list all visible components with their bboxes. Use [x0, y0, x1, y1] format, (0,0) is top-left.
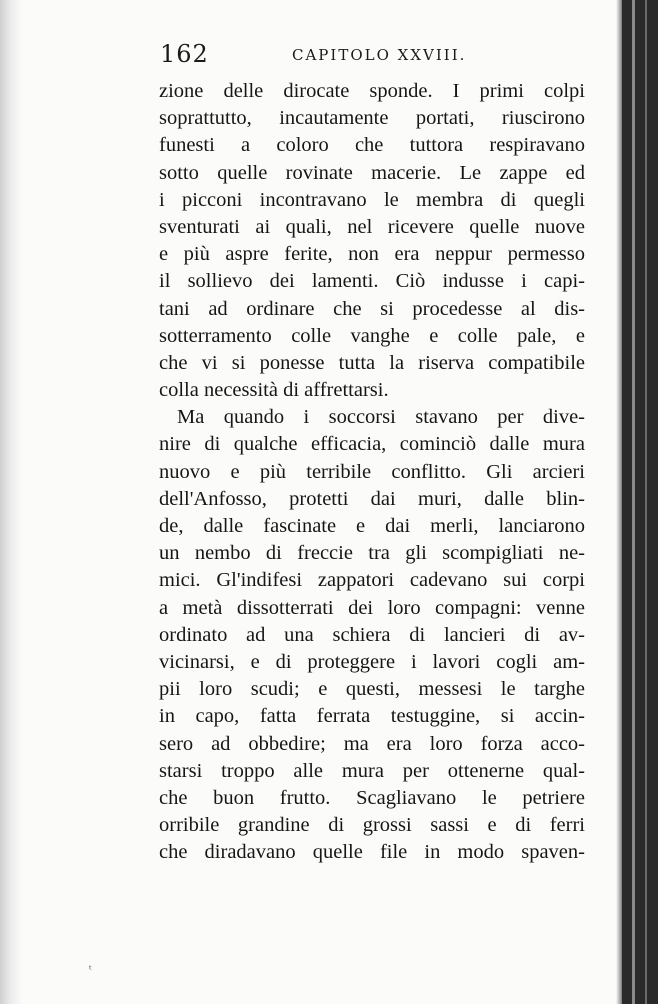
- text-line: tani ad ordinare che si procedesse al dis-: [159, 297, 585, 320]
- text-line: zione delle dirocate sponde. I primi colpi: [159, 80, 585, 102]
- text-line: sventurati ai quali, nel ricevere quelle nuove: [159, 215, 585, 238]
- text-line: orribile grandine di grossi sassi e di ferri: [159, 814, 585, 837]
- print-speck: ᵗ: [89, 965, 92, 976]
- text-line: soprattutto, incautamente portati, riuscirono: [159, 107, 585, 130]
- text-line: un nembo di freccie tra gli scompigliati ne-: [159, 542, 585, 565]
- body-text: [159, 78, 585, 866]
- text-line: che buon frutto. Scagliavano le petriere: [159, 786, 585, 809]
- spine-stripe: [645, 0, 647, 1004]
- page-number: 162: [160, 40, 209, 68]
- text-line: il sollievo dei lamenti. Ciò indusse i capi-: [159, 270, 585, 293]
- text-line: nire di qualche efficacia, cominciò dalle mura: [159, 433, 585, 456]
- text-line: Ma quando i soccorsi stavano per dive-: [177, 406, 585, 429]
- text-line: funesti a coloro che tuttora respiravano: [159, 134, 585, 157]
- text-line: mici. Gl'indifesi zappatori cadevano sui corpi: [159, 569, 585, 592]
- text-line: pii loro scudi; e questi, messesi le targhe: [159, 678, 585, 701]
- spine-stripe: [632, 0, 635, 1004]
- text-line: sotto quelle rovinate macerie. Le zappe ed: [159, 161, 585, 184]
- running-head: CAPITOLO XXVIII.: [292, 46, 467, 64]
- text-line: ordinato ad una schiera di lancieri di av-: [159, 623, 585, 646]
- page-left-shadow: [0, 0, 22, 1004]
- text-line: colla necessità di affrettarsi.: [159, 379, 389, 402]
- page-header: [160, 40, 584, 70]
- text-line: in capo, fatta ferrata testuggine, si accin-: [159, 705, 585, 728]
- text-line: sero ad obbedire; ma era loro forza acco-: [159, 732, 585, 755]
- text-line: starsi troppo alle mura per ottenerne qual-: [159, 759, 585, 782]
- text-line: a metà dissotterrati dei loro compagni: venne: [159, 596, 585, 619]
- book-spine: [622, 0, 658, 1004]
- text-line: dell'Anfosso, protetti dai muri, dalle blin-: [159, 487, 585, 510]
- text-line: sotterramento colle vanghe e colle pale, e: [159, 324, 585, 347]
- text-line: che diradavano quelle file in modo spaven-: [159, 841, 585, 864]
- text-line: de, dalle fascinate e dai merli, lanciarono: [159, 515, 585, 537]
- text-line: e più aspre ferite, non era neppur permesso: [159, 243, 585, 266]
- text-line: i picconi incontravano le membra di quegli: [159, 188, 585, 211]
- text-line: che vi si ponesse tutta la riserva compatibile: [159, 351, 585, 374]
- text-line: vicinarsi, e di proteggere i lavori cogli am-: [159, 650, 585, 673]
- text-line: nuovo e più terribile conflitto. Gli arcieri: [159, 460, 585, 483]
